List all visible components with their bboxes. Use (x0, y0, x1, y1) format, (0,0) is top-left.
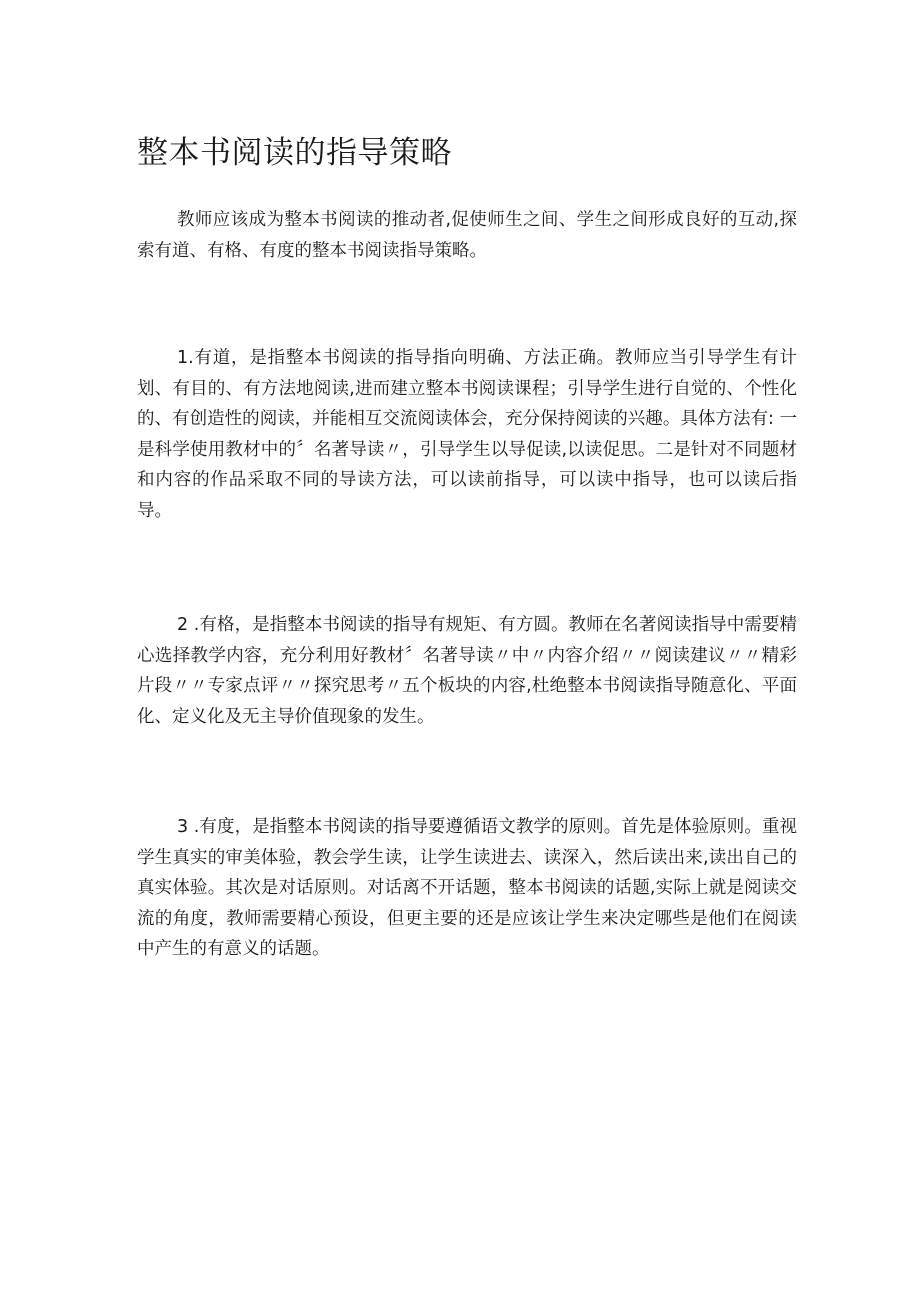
document-title: 整本书阅读的指导策略 (137, 135, 452, 171)
section-1-paragraph: 1.有道，是指整本书阅读的指导指向明确、方法正确。教师应当引导学生有计划、有目的、有方法地阅读,进而建立整本书阅读课程；引导学生进行自觉的、个性化的、有创造性的阅读，并能相互交流阅读体会，充分保持阅读的兴趣。具体方法有: 一是科学使用教材中的〞名著导读〃，引导学生以导促读,以读促思。二是针对不同题材和内容的作品采取不同的导读方法，可以读前指导，可以读中指导，也可以读后指导。 (137, 348, 797, 521)
intro-paragraph: 教师应该成为整本书阅读的推动者,促使师生之间、学生之间形成良好的互动,探索有道、有格、有度的整本书阅读指导策略。 (137, 210, 797, 261)
section-3-paragraph: 3 .有度，是指整本书阅读的指导要遵循语文教学的原则。首先是体验原则。重视学生真实的审美体验，教会学生读，让学生读进去、读深入，然后读出来,读出自己的真实体验。其次是对话原则。对话离不开话题，整本书阅读的话题,实际上就是阅读交流的角度，教师需要精心预设，但更主要的还是应该让学生来决定哪些是他们在阅读中产生的有意义的话题。 (137, 817, 797, 959)
section-2-paragraph: 2 .有格，是指整本书阅读的指导有规矩、有方圆。教师在名著阅读指导中需要精心选择教学内容，充分利用好教材〞名著导读〃中〃内容介绍〃〃阅读建议〃〃精彩片段〃〃专家点评〃〃探究思考〃五个板块的内容,杜绝整本书阅读指导随意化、平面化、定义化及无主导价值现象的发生。 (137, 615, 797, 727)
